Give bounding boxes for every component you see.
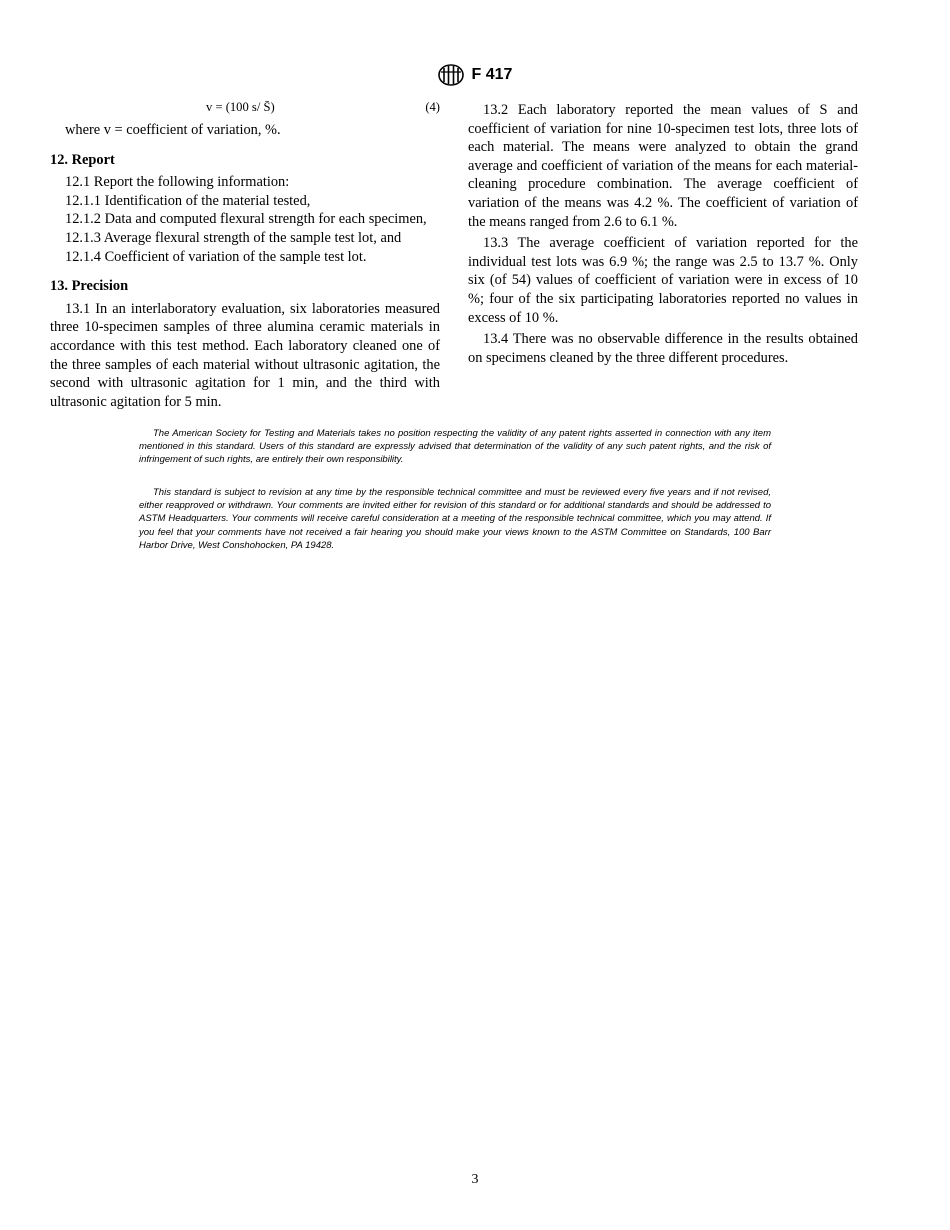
report-item-12-1-4: 12.1.4 Coefficient of variation of the sample test lot. xyxy=(65,248,367,265)
paragraph-13-3: 13.3 The average coefficient of variation reported for the individual test lots was 6.9 %; the range was 2.5 to 13.7 %. Only six (of 54) values of coefficient of variation were in excess of 10 %; four of the six participating laboratories reported no values in excess of 10 %. xyxy=(468,235,858,326)
section-13-heading: 13. Precision xyxy=(50,278,129,295)
report-item-12-1: 12.1 Report the following information: xyxy=(65,174,290,191)
equation-where-clause: where v = coefficient of variation, %. xyxy=(65,122,281,138)
report-item-12-1-3: 12.1.3 Average flexural strength of the sample test lot, and xyxy=(65,229,402,246)
equation-expression: v = (100 s/ S̄) xyxy=(206,100,275,114)
standard-designation: F 417 xyxy=(471,66,513,83)
revision-notice xyxy=(139,486,771,552)
left-column xyxy=(50,98,440,411)
page-number: 3 xyxy=(471,1172,479,1187)
equation-4 xyxy=(50,98,440,118)
patent-notice-text: The American Society for Testing and Materials takes no position respecting the validity of any patent rights asserted in connection with any item mentioned in this standard. Users of this standard are expressly advised that determination of the validity of any such patent rights, and the risk of infringement of such rights, are entirely their own responsibility. xyxy=(139,428,771,466)
page-header xyxy=(0,64,950,86)
revision-notice-text: This standard is subject to revision at any time by the responsible technical committee and must be reviewed every five years and if not revised, either reapproved or withdrawn. Your comments are invited either for revision of this standard or for additional standards and should be addressed to ASTM Headquarters. Your comments will receive careful consideration at a meeting of the responsible technical committee, which you may attend. If you feel that your comments have not received a fair hearing you should make your views known to the ASTM Committee on Standards, 100 Barr Harbor Drive, West Conshohocken, PA 19428. xyxy=(139,487,771,551)
paragraph-13-4: 13.4 There was no observable difference in the results obtained on specimens cleaned by the three different procedures. xyxy=(468,331,858,366)
right-column xyxy=(468,98,858,367)
equation-number: (4) xyxy=(425,100,440,114)
report-item-12-1-2: 12.1.2 Data and computed flexural strength for each specimen, xyxy=(65,211,427,228)
paragraph-13-2: 13.2 Each laboratory reported the mean values of S and coefficient of variation for nine 10-specimen test lots, three lots of each material. The means were analyzed to obtain the grand average and coefficient of variation of the means for each material-cleaning procedure combination. The average coefficient of variation of the means was 4.2 %. The coefficient of variation of the means ranged from 2.6 to 6.1 %. xyxy=(468,102,858,230)
patent-notice xyxy=(139,427,771,467)
astm-logo-icon xyxy=(438,64,464,86)
section-12-heading: 12. Report xyxy=(50,151,115,168)
report-item-12-1-1: 12.1.1 Identification of the material tested, xyxy=(65,192,311,209)
paragraph-13-1: 13.1 In an interlaboratory evaluation, six laboratories measured three 10-specimen samples of three alumina ceramic materials in accordance with this test method. Each laboratory cleaned one of the three samples of each material without ultrasonic agitation, the second with ultrasonic agitation for 1 min, and the third with ultrasonic agitation for 5 min. xyxy=(50,300,440,410)
